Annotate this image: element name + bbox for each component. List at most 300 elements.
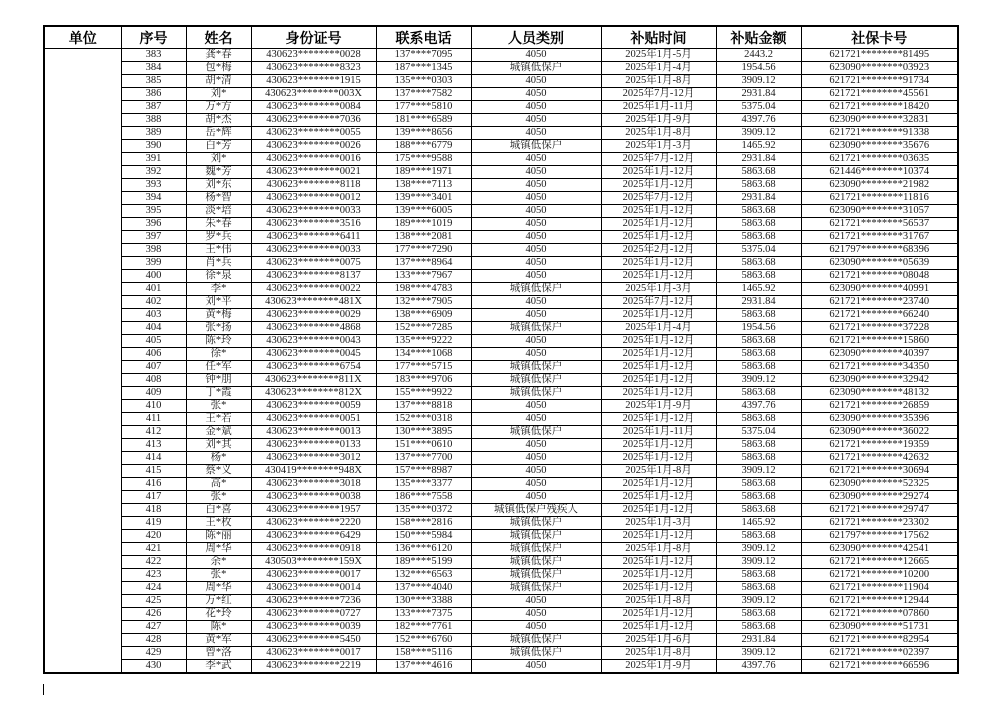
cell-amount: 2931.84 bbox=[716, 88, 801, 101]
cell-phone: 177****5715 bbox=[376, 361, 471, 374]
cell-name: 曾*洛 bbox=[186, 647, 251, 660]
cell-card: 621721********23302 bbox=[801, 517, 958, 530]
cell-name: 王*枚 bbox=[186, 517, 251, 530]
cell-id: 430623********0017 bbox=[251, 569, 376, 582]
table-row bbox=[44, 465, 958, 478]
cell-card: 621721********82954 bbox=[801, 634, 958, 647]
cell-card: 621721********12944 bbox=[801, 595, 958, 608]
cell-card: 623090********29274 bbox=[801, 491, 958, 504]
table-row bbox=[44, 361, 958, 374]
cell-name: 花*玲 bbox=[186, 608, 251, 621]
cell-no: 419 bbox=[121, 517, 186, 530]
cell-category: 4050 bbox=[471, 478, 601, 491]
cell-id: 430623********0075 bbox=[251, 257, 376, 270]
cell-phone: 189****1971 bbox=[376, 166, 471, 179]
cell-id: 430623********0021 bbox=[251, 166, 376, 179]
cell-phone: 177****7290 bbox=[376, 244, 471, 257]
cell-name: 白*喜 bbox=[186, 504, 251, 517]
cell-id: 430623********8137 bbox=[251, 270, 376, 283]
cell-amount: 5863.68 bbox=[716, 348, 801, 361]
cell-category: 4050 bbox=[471, 153, 601, 166]
cell-phone: 158****2816 bbox=[376, 517, 471, 530]
cell-period: 2025年1月-8月 bbox=[601, 647, 716, 660]
cell-id: 430623********0022 bbox=[251, 283, 376, 296]
cell-amount: 5863.68 bbox=[716, 309, 801, 322]
cell-category: 4050 bbox=[471, 335, 601, 348]
cell-category: 城镇低保户 bbox=[471, 361, 601, 374]
cell-category: 城镇低保户 bbox=[471, 62, 601, 75]
cell-no: 405 bbox=[121, 335, 186, 348]
cell-card: 621797********68396 bbox=[801, 244, 958, 257]
cell-amount: 5863.68 bbox=[716, 569, 801, 582]
cell-id: 430623********0033 bbox=[251, 244, 376, 257]
column-header: 身份证号 bbox=[251, 26, 376, 49]
cell-name: 徐* bbox=[186, 348, 251, 361]
cell-no: 410 bbox=[121, 400, 186, 413]
cell-id: 430623********1957 bbox=[251, 504, 376, 517]
cell-category: 4050 bbox=[471, 192, 601, 205]
cell-no: 423 bbox=[121, 569, 186, 582]
cell-amount: 5375.04 bbox=[716, 244, 801, 257]
cell-amount: 5863.68 bbox=[716, 270, 801, 283]
cell-phone: 132****6563 bbox=[376, 569, 471, 582]
cell-name: 李*武 bbox=[186, 660, 251, 674]
cell-category: 4050 bbox=[471, 660, 601, 674]
subsidy-table bbox=[43, 25, 959, 674]
column-header: 单位 bbox=[44, 26, 121, 49]
cell-category: 4050 bbox=[471, 88, 601, 101]
cell-no: 404 bbox=[121, 322, 186, 335]
cell-amount: 5863.68 bbox=[716, 231, 801, 244]
table-row bbox=[44, 114, 958, 127]
cell-id: 430623********2219 bbox=[251, 660, 376, 674]
cell-period: 2025年1月-12月 bbox=[601, 231, 716, 244]
cell-name: 刘*其 bbox=[186, 439, 251, 452]
cell-period: 2025年7月-12月 bbox=[601, 192, 716, 205]
cell-card: 621721********29747 bbox=[801, 504, 958, 517]
table-row bbox=[44, 439, 958, 452]
table-row bbox=[44, 62, 958, 75]
cell-card: 621721********02397 bbox=[801, 647, 958, 660]
table-row bbox=[44, 270, 958, 283]
header-row bbox=[44, 26, 958, 49]
cell-phone: 150****5984 bbox=[376, 530, 471, 543]
cell-category: 城镇低保户 bbox=[471, 543, 601, 556]
cell-id: 430623********0016 bbox=[251, 153, 376, 166]
cell-id: 430623********7236 bbox=[251, 595, 376, 608]
cell-card: 621721********11904 bbox=[801, 582, 958, 595]
column-header: 序号 bbox=[121, 26, 186, 49]
cell-phone: 189****5199 bbox=[376, 556, 471, 569]
unit-cell bbox=[44, 49, 121, 674]
cell-category: 4050 bbox=[471, 270, 601, 283]
column-header: 姓名 bbox=[186, 26, 251, 49]
column-header: 社保卡号 bbox=[801, 26, 958, 49]
cell-id: 430623********0017 bbox=[251, 647, 376, 660]
cell-category: 4050 bbox=[471, 413, 601, 426]
cell-category: 城镇低保户 bbox=[471, 647, 601, 660]
cell-no: 426 bbox=[121, 608, 186, 621]
cell-id: 430623********0026 bbox=[251, 140, 376, 153]
cell-category: 城镇低保户残疾人 bbox=[471, 504, 601, 517]
cell-phone: 133****7967 bbox=[376, 270, 471, 283]
cell-category: 4050 bbox=[471, 452, 601, 465]
table-row bbox=[44, 348, 958, 361]
table-row bbox=[44, 374, 958, 387]
cell-period: 2025年1月-8月 bbox=[601, 75, 716, 88]
cell-category: 4050 bbox=[471, 595, 601, 608]
cell-no: 394 bbox=[121, 192, 186, 205]
cell-no: 396 bbox=[121, 218, 186, 231]
table-row bbox=[44, 569, 958, 582]
cell-no: 412 bbox=[121, 426, 186, 439]
cell-card: 623090********40991 bbox=[801, 283, 958, 296]
cell-amount: 1954.56 bbox=[716, 62, 801, 75]
cell-amount: 5863.68 bbox=[716, 205, 801, 218]
cell-no: 395 bbox=[121, 205, 186, 218]
cell-category: 4050 bbox=[471, 205, 601, 218]
cell-phone: 137****7582 bbox=[376, 88, 471, 101]
cell-period: 2025年1月-12月 bbox=[601, 205, 716, 218]
cell-amount: 1465.92 bbox=[716, 283, 801, 296]
cell-amount: 3909.12 bbox=[716, 556, 801, 569]
cell-period: 2025年1月-12月 bbox=[601, 608, 716, 621]
table-row bbox=[44, 426, 958, 439]
cell-id: 430623********6411 bbox=[251, 231, 376, 244]
cell-card: 623090********42541 bbox=[801, 543, 958, 556]
cell-amount: 3909.12 bbox=[716, 465, 801, 478]
cell-card: 621721********45561 bbox=[801, 88, 958, 101]
cell-card: 623090********35396 bbox=[801, 413, 958, 426]
cell-category: 城镇低保户 bbox=[471, 517, 601, 530]
cell-card: 621721********66240 bbox=[801, 309, 958, 322]
cell-amount: 2931.84 bbox=[716, 192, 801, 205]
cell-card: 623090********32831 bbox=[801, 114, 958, 127]
cell-phone: 151****0610 bbox=[376, 439, 471, 452]
table-row bbox=[44, 49, 958, 62]
cell-name: 蔡*义 bbox=[186, 465, 251, 478]
cell-phone: 135****0372 bbox=[376, 504, 471, 517]
cell-id: 430623********0012 bbox=[251, 192, 376, 205]
cell-amount: 5863.68 bbox=[716, 218, 801, 231]
cell-no: 393 bbox=[121, 179, 186, 192]
cell-phone: 198****4783 bbox=[376, 283, 471, 296]
cell-name: 朱*春 bbox=[186, 218, 251, 231]
cell-amount: 5863.68 bbox=[716, 179, 801, 192]
cell-period: 2025年1月-12月 bbox=[601, 361, 716, 374]
table-row bbox=[44, 153, 958, 166]
cell-no: 389 bbox=[121, 127, 186, 140]
cell-period: 2025年1月-5月 bbox=[601, 49, 716, 62]
cell-category: 4050 bbox=[471, 257, 601, 270]
cell-no: 384 bbox=[121, 62, 186, 75]
cell-id: 430623********811X bbox=[251, 374, 376, 387]
cell-name: 周*华 bbox=[186, 543, 251, 556]
cell-no: 407 bbox=[121, 361, 186, 374]
cell-card: 623090********36022 bbox=[801, 426, 958, 439]
cell-id: 430623********5450 bbox=[251, 634, 376, 647]
cell-period: 2025年1月-12月 bbox=[601, 309, 716, 322]
cell-phone: 175****9588 bbox=[376, 153, 471, 166]
cell-period: 2025年1月-12月 bbox=[601, 270, 716, 283]
cell-no: 401 bbox=[121, 283, 186, 296]
cell-id: 430419********948X bbox=[251, 465, 376, 478]
cell-id: 430623********0033 bbox=[251, 205, 376, 218]
table-row bbox=[44, 127, 958, 140]
cell-name: 钟*朋 bbox=[186, 374, 251, 387]
cell-phone: 137****8818 bbox=[376, 400, 471, 413]
cell-card: 621721********10200 bbox=[801, 569, 958, 582]
cell-phone: 138****2081 bbox=[376, 231, 471, 244]
cell-phone: 130****3895 bbox=[376, 426, 471, 439]
cell-phone: 139****6005 bbox=[376, 205, 471, 218]
cell-amount: 3909.12 bbox=[716, 647, 801, 660]
cell-period: 2025年1月-12月 bbox=[601, 491, 716, 504]
cell-amount: 2443.2 bbox=[716, 49, 801, 62]
cell-period: 2025年1月-12月 bbox=[601, 556, 716, 569]
cell-phone: 157****8987 bbox=[376, 465, 471, 478]
cell-amount: 2931.84 bbox=[716, 153, 801, 166]
cell-category: 城镇低保户 bbox=[471, 634, 601, 647]
cell-category: 4050 bbox=[471, 491, 601, 504]
cell-id: 430623********0043 bbox=[251, 335, 376, 348]
cell-amount: 3909.12 bbox=[716, 543, 801, 556]
cell-amount: 5863.68 bbox=[716, 335, 801, 348]
cell-name: 张* bbox=[186, 569, 251, 582]
cell-phone: 138****7113 bbox=[376, 179, 471, 192]
cell-category: 城镇低保户 bbox=[471, 322, 601, 335]
cell-category: 城镇低保户 bbox=[471, 426, 601, 439]
table-row bbox=[44, 88, 958, 101]
cell-period: 2025年7月-12月 bbox=[601, 88, 716, 101]
cell-name: 金*斌 bbox=[186, 426, 251, 439]
cell-id: 430623********8323 bbox=[251, 62, 376, 75]
cell-card: 621721********30694 bbox=[801, 465, 958, 478]
cell-phone: 138****6909 bbox=[376, 309, 471, 322]
table-row bbox=[44, 283, 958, 296]
cell-period: 2025年1月-12月 bbox=[601, 179, 716, 192]
cell-amount: 5375.04 bbox=[716, 101, 801, 114]
cell-category: 4050 bbox=[471, 244, 601, 257]
cell-card: 623090********31057 bbox=[801, 205, 958, 218]
cell-period: 2025年1月-12月 bbox=[601, 452, 716, 465]
unit-column-border-extension bbox=[43, 684, 44, 695]
column-header: 人员类别 bbox=[471, 26, 601, 49]
cell-category: 4050 bbox=[471, 296, 601, 309]
cell-period: 2025年1月-9月 bbox=[601, 114, 716, 127]
cell-id: 430623********0059 bbox=[251, 400, 376, 413]
cell-phone: 130****3388 bbox=[376, 595, 471, 608]
cell-amount: 5863.68 bbox=[716, 439, 801, 452]
cell-name: 丁*霞 bbox=[186, 387, 251, 400]
cell-id: 430623********0918 bbox=[251, 543, 376, 556]
cell-id: 430623********0039 bbox=[251, 621, 376, 634]
table-row bbox=[44, 556, 958, 569]
cell-no: 427 bbox=[121, 621, 186, 634]
cell-id: 430623********0051 bbox=[251, 413, 376, 426]
cell-id: 430623********0133 bbox=[251, 439, 376, 452]
cell-amount: 3909.12 bbox=[716, 75, 801, 88]
cell-amount: 5863.68 bbox=[716, 387, 801, 400]
cell-category: 城镇低保户 bbox=[471, 374, 601, 387]
cell-card: 621721********81495 bbox=[801, 49, 958, 62]
table-row bbox=[44, 244, 958, 257]
cell-no: 422 bbox=[121, 556, 186, 569]
cell-phone: 135****3377 bbox=[376, 478, 471, 491]
cell-name: 张* bbox=[186, 491, 251, 504]
cell-card: 621721********15860 bbox=[801, 335, 958, 348]
cell-phone: 137****7700 bbox=[376, 452, 471, 465]
table-row bbox=[44, 634, 958, 647]
cell-no: 387 bbox=[121, 101, 186, 114]
cell-phone: 181****6589 bbox=[376, 114, 471, 127]
cell-phone: 134****1068 bbox=[376, 348, 471, 361]
cell-card: 621721********12665 bbox=[801, 556, 958, 569]
cell-id: 430623********0038 bbox=[251, 491, 376, 504]
cell-id: 430503********159X bbox=[251, 556, 376, 569]
cell-no: 403 bbox=[121, 309, 186, 322]
table-row bbox=[44, 205, 958, 218]
column-header: 补贴时间 bbox=[601, 26, 716, 49]
cell-card: 621721********11816 bbox=[801, 192, 958, 205]
cell-period: 2025年1月-12月 bbox=[601, 504, 716, 517]
cell-period: 2025年1月-11月 bbox=[601, 426, 716, 439]
cell-amount: 4397.76 bbox=[716, 660, 801, 674]
cell-phone: 136****6120 bbox=[376, 543, 471, 556]
cell-no: 385 bbox=[121, 75, 186, 88]
cell-category: 城镇低保户 bbox=[471, 569, 601, 582]
cell-amount: 5863.68 bbox=[716, 166, 801, 179]
cell-card: 623090********52325 bbox=[801, 478, 958, 491]
table-row bbox=[44, 595, 958, 608]
cell-name: 杨*智 bbox=[186, 192, 251, 205]
column-header: 补贴金额 bbox=[716, 26, 801, 49]
cell-card: 623090********51731 bbox=[801, 621, 958, 634]
cell-name: 胡*杰 bbox=[186, 114, 251, 127]
cell-period: 2025年1月-11月 bbox=[601, 101, 716, 114]
cell-no: 416 bbox=[121, 478, 186, 491]
cell-card: 621721********07860 bbox=[801, 608, 958, 621]
cell-period: 2025年7月-12月 bbox=[601, 153, 716, 166]
cell-period: 2025年1月-8月 bbox=[601, 127, 716, 140]
cell-phone: 187****1345 bbox=[376, 62, 471, 75]
cell-phone: 155****9922 bbox=[376, 387, 471, 400]
cell-amount: 2931.84 bbox=[716, 634, 801, 647]
cell-card: 621721********26859 bbox=[801, 400, 958, 413]
cell-period: 2025年1月-12月 bbox=[601, 218, 716, 231]
cell-id: 430623********0029 bbox=[251, 309, 376, 322]
table-row bbox=[44, 192, 958, 205]
cell-id: 430623********6754 bbox=[251, 361, 376, 374]
cell-no: 411 bbox=[121, 413, 186, 426]
cell-card: 621721********66596 bbox=[801, 660, 958, 674]
cell-phone: 158****5116 bbox=[376, 647, 471, 660]
cell-no: 418 bbox=[121, 504, 186, 517]
cell-id: 430623********4868 bbox=[251, 322, 376, 335]
cell-period: 2025年1月-12月 bbox=[601, 439, 716, 452]
cell-category: 城镇低保户 bbox=[471, 140, 601, 153]
cell-no: 398 bbox=[121, 244, 186, 257]
cell-amount: 5863.68 bbox=[716, 621, 801, 634]
cell-id: 430623********3018 bbox=[251, 478, 376, 491]
cell-amount: 1954.56 bbox=[716, 322, 801, 335]
cell-id: 430623********812X bbox=[251, 387, 376, 400]
cell-no: 429 bbox=[121, 647, 186, 660]
table-row bbox=[44, 452, 958, 465]
cell-period: 2025年1月-9月 bbox=[601, 400, 716, 413]
cell-name: 余* bbox=[186, 556, 251, 569]
cell-name: 李* bbox=[186, 283, 251, 296]
cell-name: 罗*兵 bbox=[186, 231, 251, 244]
cell-phone: 135****9222 bbox=[376, 335, 471, 348]
cell-amount: 2931.84 bbox=[716, 296, 801, 309]
cell-card: 621721********42632 bbox=[801, 452, 958, 465]
cell-phone: 139****3401 bbox=[376, 192, 471, 205]
cell-no: 425 bbox=[121, 595, 186, 608]
cell-amount: 5863.68 bbox=[716, 491, 801, 504]
cell-amount: 5863.68 bbox=[716, 361, 801, 374]
table-row bbox=[44, 582, 958, 595]
cell-category: 4050 bbox=[471, 101, 601, 114]
cell-name: 高* bbox=[186, 478, 251, 491]
cell-period: 2025年1月-12月 bbox=[601, 257, 716, 270]
cell-card: 621721********91338 bbox=[801, 127, 958, 140]
cell-no: 428 bbox=[121, 634, 186, 647]
cell-amount: 5863.68 bbox=[716, 608, 801, 621]
table-row bbox=[44, 478, 958, 491]
cell-period: 2025年1月-12月 bbox=[601, 582, 716, 595]
cell-period: 2025年2月-12月 bbox=[601, 244, 716, 257]
table-row bbox=[44, 647, 958, 660]
cell-period: 2025年1月-12月 bbox=[601, 413, 716, 426]
cell-amount: 5863.68 bbox=[716, 504, 801, 517]
cell-name: 淡*培 bbox=[186, 205, 251, 218]
cell-period: 2025年1月-9月 bbox=[601, 660, 716, 674]
cell-category: 城镇低保户 bbox=[471, 387, 601, 400]
cell-amount: 3909.12 bbox=[716, 127, 801, 140]
cell-no: 390 bbox=[121, 140, 186, 153]
table-row bbox=[44, 296, 958, 309]
cell-no: 383 bbox=[121, 49, 186, 62]
cell-amount: 1465.92 bbox=[716, 140, 801, 153]
cell-no: 413 bbox=[121, 439, 186, 452]
cell-card: 621721********18420 bbox=[801, 101, 958, 114]
table-row bbox=[44, 543, 958, 556]
table-row bbox=[44, 309, 958, 322]
cell-category: 4050 bbox=[471, 348, 601, 361]
cell-no: 409 bbox=[121, 387, 186, 400]
cell-period: 2025年1月-12月 bbox=[601, 569, 716, 582]
cell-no: 417 bbox=[121, 491, 186, 504]
cell-period: 2025年1月-12月 bbox=[601, 335, 716, 348]
cell-phone: 137****7095 bbox=[376, 49, 471, 62]
cell-name: 张* bbox=[186, 400, 251, 413]
cell-card: 623090********21982 bbox=[801, 179, 958, 192]
table-row bbox=[44, 75, 958, 88]
table-row bbox=[44, 413, 958, 426]
cell-category: 4050 bbox=[471, 400, 601, 413]
cell-name: 岳*辉 bbox=[186, 127, 251, 140]
cell-id: 430623********3516 bbox=[251, 218, 376, 231]
cell-no: 397 bbox=[121, 231, 186, 244]
cell-name: 张*扬 bbox=[186, 322, 251, 335]
table-row bbox=[44, 179, 958, 192]
cell-amount: 1465.92 bbox=[716, 517, 801, 530]
table-row bbox=[44, 231, 958, 244]
cell-id: 430623********0084 bbox=[251, 101, 376, 114]
cell-id: 430623********8118 bbox=[251, 179, 376, 192]
table-row bbox=[44, 660, 958, 674]
